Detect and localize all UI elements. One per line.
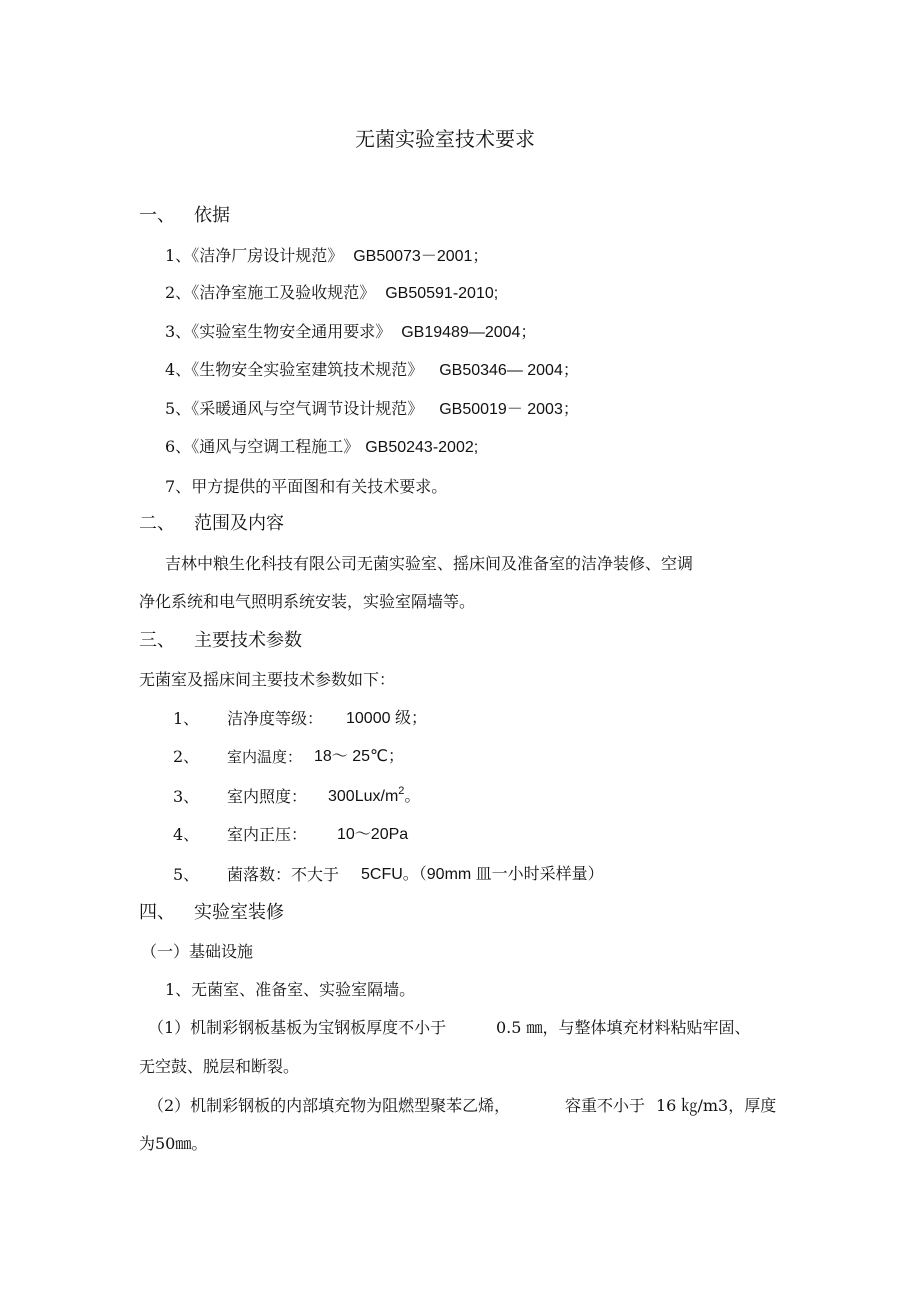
standard-name: 《通风与空调工程施工》: [191, 437, 360, 456]
basis-item-2: [165, 282, 498, 305]
standard-name: 《生物安全实验室建筑技术规范》: [191, 360, 424, 379]
standard-code: GB50073－2001；: [353, 248, 489, 265]
section-3-number: 三、: [139, 630, 175, 651]
section-1-heading: 依据: [194, 205, 230, 226]
subsection-heading: （一）基础设施: [141, 942, 254, 961]
param-3-value: [328, 786, 420, 808]
item-number: 2、: [165, 283, 192, 302]
standard-name: 《实验室生物安全通用要求》: [191, 322, 392, 341]
clause-2-line-1c: 16 ㎏/m3，厚度: [656, 1096, 777, 1115]
param-1-number: 1、: [173, 709, 200, 728]
clause-2-line-2: 为50㎜。: [139, 1134, 208, 1153]
superscript-2: 2: [398, 785, 405, 797]
param-2-number: 2、: [173, 747, 200, 766]
params-intro: 无菌室及摇床间主要技术参数如下：: [139, 670, 396, 689]
illuminance-value: 300Lux/m: [328, 788, 399, 805]
param-3-number: 3、: [173, 787, 200, 806]
decoration-item-1: 1、无菌室、准备室、实验室隔墙。: [165, 980, 416, 999]
standard-name: 《洁净厂房设计规范》: [191, 246, 344, 265]
param-3-label: 室内照度：: [227, 787, 308, 806]
standard-code: GB50019－ 2003；: [439, 401, 579, 418]
basis-item-4: [165, 359, 579, 382]
clause-1-line-1a: （1）机制彩钢板基板为宝钢板厚度不小于: [148, 1018, 447, 1037]
param-5-number: 5、: [173, 865, 200, 884]
item-number: 5、: [165, 399, 192, 418]
item-number: 4、: [165, 360, 192, 379]
section-4-heading: 实验室装修: [194, 902, 284, 923]
param-5-label: 菌落数：不大于: [227, 865, 340, 884]
standard-name: 甲方提供的平面图和有关技术要求。: [191, 477, 448, 496]
param-2-label: 室内温度：: [227, 748, 303, 766]
section-1-number: 一、: [139, 205, 175, 226]
param-5-value: 5CFU。（90mm 皿一小时采样量）: [361, 866, 604, 883]
scope-paragraph-line-1: 吉林中粮生化科技有限公司无菌实验室、摇床间及准备室的洁净装修、空调: [165, 554, 694, 573]
item-number: 7、: [165, 477, 192, 496]
standard-name: 《洁净室施工及验收规范》: [191, 283, 376, 302]
param-2-value: 18～ 25℃；: [314, 748, 405, 765]
standard-code: GB50243-2002;: [365, 439, 479, 456]
section-4-number: 四、: [139, 902, 175, 923]
standard-code: GB50591-2010;: [385, 285, 499, 302]
doc-title: 无菌实验室技术要求: [355, 127, 535, 151]
param-4-value: 10～20Pa: [337, 826, 409, 843]
param-4-label: 室内正压：: [227, 825, 308, 844]
clause-1-line-2: 无空鼓、脱层和断裂。: [139, 1057, 300, 1076]
basis-item-1: [165, 245, 488, 268]
scope-paragraph-line-2: 净化系统和电气照明系统安装，实验室隔墙等。: [139, 592, 476, 611]
item-number: 3、: [165, 322, 192, 341]
param-1-label: 洁净度等级：: [227, 709, 324, 728]
section-2-heading: 范围及内容: [194, 513, 284, 534]
basis-item-3: [165, 321, 536, 344]
param-1-value: 10000 级；: [346, 710, 427, 727]
clause-1-line-1b: 0.5 ㎜，与整体填充材料粘贴牢固、: [496, 1018, 751, 1037]
param-4-number: 4、: [173, 825, 200, 844]
standard-code: GB19489—2004；: [401, 324, 537, 341]
clause-2-line-1a: （2）机制彩钢板的内部填充物为阻燃型聚苯乙烯，: [148, 1096, 511, 1115]
basis-item-5: [165, 398, 579, 421]
standard-name: 《采暖通风与空气调节设计规范》: [191, 399, 424, 418]
section-3-heading: 主要技术参数: [194, 630, 302, 651]
basis-item-7: [165, 476, 447, 498]
item-number: 1、: [165, 246, 192, 265]
sentence-end: 。: [404, 788, 421, 805]
standard-code: GB50346— 2004；: [439, 362, 579, 379]
clause-2-line-1b: 容重不小于: [565, 1096, 646, 1115]
section-2-number: 二、: [139, 513, 175, 534]
item-number: 6、: [165, 437, 192, 456]
basis-item-6: [165, 436, 478, 459]
